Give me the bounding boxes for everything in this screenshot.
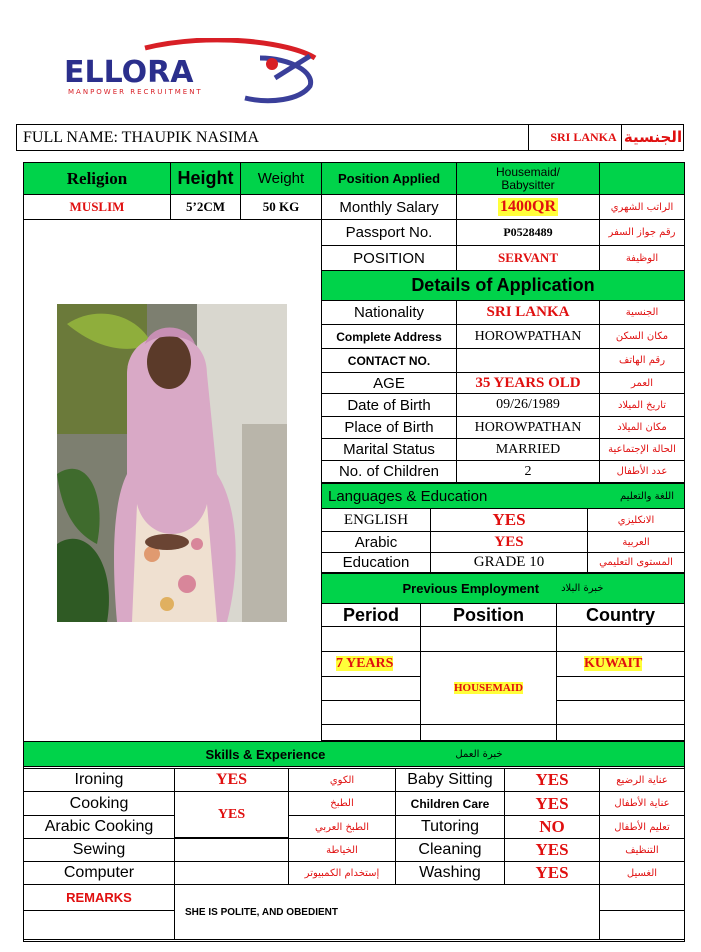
full-name: FULL NAME: THAUPIK NASIMA (23, 129, 260, 146)
skill-value-right: YES (504, 768, 600, 792)
remarks-side-1 (599, 884, 685, 911)
emp-country-value: KUWAIT (584, 656, 643, 671)
details-ar: مكان الميلاد (599, 416, 685, 439)
details-label: Marital Status (321, 438, 457, 461)
skill-label: Cooking (23, 791, 175, 816)
details-ar: الجنسية (599, 300, 685, 325)
emp-period-row-cell (321, 724, 421, 741)
skill-value-right: YES (504, 838, 600, 862)
details-label: CONTACT NO. (321, 348, 457, 373)
emp-position-value: HOUSEMAID (453, 682, 524, 694)
language-label: ENGLISH (321, 508, 431, 532)
details-ar: مكان السكن (599, 324, 685, 349)
details-value: SRI LANKA (456, 300, 600, 325)
skill-ar-right: تعليم الأطفال (599, 815, 685, 839)
weight-label: Weight (240, 162, 322, 195)
remarks-label: REMARKS (23, 884, 175, 911)
employment-title: Previous Employment (402, 581, 540, 596)
religion-value: MUSLIM (23, 194, 171, 220)
position-label: POSITION (321, 245, 457, 271)
details-title: Details of Application (321, 270, 685, 301)
skill-label-right: Baby Sitting (395, 768, 505, 792)
religion-label: Religion (23, 162, 171, 195)
position-value: SERVANT (456, 245, 600, 271)
skill-ar: الكوي (288, 768, 396, 792)
emp-position-row-cell (420, 626, 557, 652)
skill-label: Computer (23, 861, 175, 885)
logo-brand: ELLORA (64, 55, 194, 90)
skill-label: Arabic Cooking (23, 815, 175, 839)
skill-value-right: YES (504, 861, 600, 885)
languages-header (321, 483, 685, 509)
remarks-blank (23, 910, 175, 940)
languages-title-ar: اللغة والتعليم (620, 490, 674, 502)
salary-ar: الراتب الشهري (599, 194, 685, 220)
salary-value: 1400QR (500, 198, 556, 215)
emp-period-cell (336, 654, 393, 672)
details-ar: العمر (599, 372, 685, 394)
details-label: Date of Birth (321, 393, 457, 417)
language-label: Education (321, 552, 431, 573)
language-ar: الانكليزي (587, 508, 685, 532)
emp-country-row-cell (556, 626, 685, 652)
skill-label-right: Children Care (395, 791, 505, 816)
skill-ar: الطبخ العربي (288, 815, 396, 839)
skill-ar-right: عناية الأطفال (599, 791, 685, 816)
passport-value: P0528489 (456, 219, 600, 246)
skill-label-right: Cleaning (395, 838, 505, 862)
name-row (16, 124, 684, 151)
emp-period-row-cell (321, 700, 421, 725)
emp-header-country: Country (556, 603, 685, 627)
languages-title: Languages & Education (328, 487, 488, 505)
details-label: AGE (321, 372, 457, 394)
details-label: Nationality (321, 300, 457, 325)
details-ar: تاريخ الميلاد (599, 393, 685, 417)
passport-label: Passport No. (321, 219, 457, 246)
skill-label: Sewing (23, 838, 175, 862)
language-ar: العربية (587, 531, 685, 553)
skill-ar: الخياطة (288, 838, 396, 862)
ironing-value: YES (174, 768, 289, 792)
skill-label-right: Washing (395, 861, 505, 885)
position-ar: الوظيفة (599, 245, 685, 271)
remarks-side-2 (599, 910, 685, 940)
details-value: MARRIED (456, 438, 600, 461)
skills-title: Skills & Experience (205, 746, 326, 762)
height-label: Height (170, 162, 241, 195)
emp-position-cell (420, 651, 557, 725)
logo-tagline: MANPOWER RECRUITMENT (68, 88, 203, 96)
skill-ar: إستخدام الكمبيوتر (288, 861, 396, 885)
language-label: Arabic (321, 531, 431, 553)
position-applied-label: Position Applied (321, 162, 457, 195)
language-ar: المستوى التعليمي (587, 552, 685, 573)
skill-value (174, 861, 289, 885)
skill-ar-right: التنظيف (599, 838, 685, 862)
weight-value: 50 KG (240, 194, 322, 220)
details-ar: الحالة الإجتماعية (599, 438, 685, 461)
details-value: HOROWPATHAN (456, 324, 600, 349)
employment-header (321, 573, 685, 604)
position-applied-value: Housemaid/ Babysitter (456, 162, 600, 195)
details-value: 2 (456, 460, 600, 483)
skill-label-right: Tutoring (395, 815, 505, 839)
details-value: 35 YEARS OLD (456, 372, 600, 394)
emp-country-row-cell (556, 724, 685, 741)
skill-label: Ironing (23, 768, 175, 792)
language-value: GRADE 10 (430, 552, 588, 573)
candidate-photo (57, 304, 287, 622)
language-value: YES (430, 508, 588, 532)
details-value: HOROWPATHAN (456, 416, 600, 439)
header-nationality: SRI LANKA (528, 125, 638, 150)
emp-period-row-cell (321, 676, 421, 701)
salary-cell (456, 194, 600, 220)
position-applied-blank (599, 162, 685, 195)
emp-period-value: 7 YEARS (336, 656, 394, 671)
skill-value-right: YES (504, 791, 600, 816)
skill-value-right: NO (504, 815, 600, 839)
remarks-value: SHE IS POLITE, AND OBEDIENT (174, 884, 600, 940)
cooking-value-merged: YES (174, 791, 289, 838)
skill-value (174, 838, 289, 862)
details-label: Place of Birth (321, 416, 457, 439)
ellora-logo (60, 38, 320, 104)
salary-label: Monthly Salary (321, 194, 457, 220)
details-label: Complete Address (321, 324, 457, 349)
details-label: No. of Children (321, 460, 457, 483)
passport-ar: رقم جواز السفر (599, 219, 685, 246)
details-ar: عدد الأطفال (599, 460, 685, 483)
skill-ar: الطبخ (288, 791, 396, 816)
details-ar: رقم الهاتف (599, 348, 685, 373)
skills-header (23, 741, 685, 767)
emp-position-row-cell (420, 724, 557, 741)
details-value (456, 348, 600, 373)
emp-country-row-cell (556, 700, 685, 725)
emp-country-row-cell (556, 676, 685, 701)
header-nationality-ar: الجنسية (621, 125, 684, 150)
skill-ar-right: عناية الرضيع (599, 768, 685, 792)
emp-header-position: Position (420, 603, 557, 627)
details-value: 09/26/1989 (456, 393, 600, 417)
emp-header-period: Period (321, 603, 421, 627)
height-value: 5’2CM (170, 194, 241, 220)
emp-period-row-cell (321, 626, 421, 652)
employment-title-ar: خبرة البلاد (561, 583, 604, 594)
language-value: YES (430, 531, 588, 553)
emp-country-cell (584, 654, 642, 672)
skills-title-ar: خبرة العمل (455, 748, 503, 760)
skill-ar-right: الغسيل (599, 861, 685, 885)
